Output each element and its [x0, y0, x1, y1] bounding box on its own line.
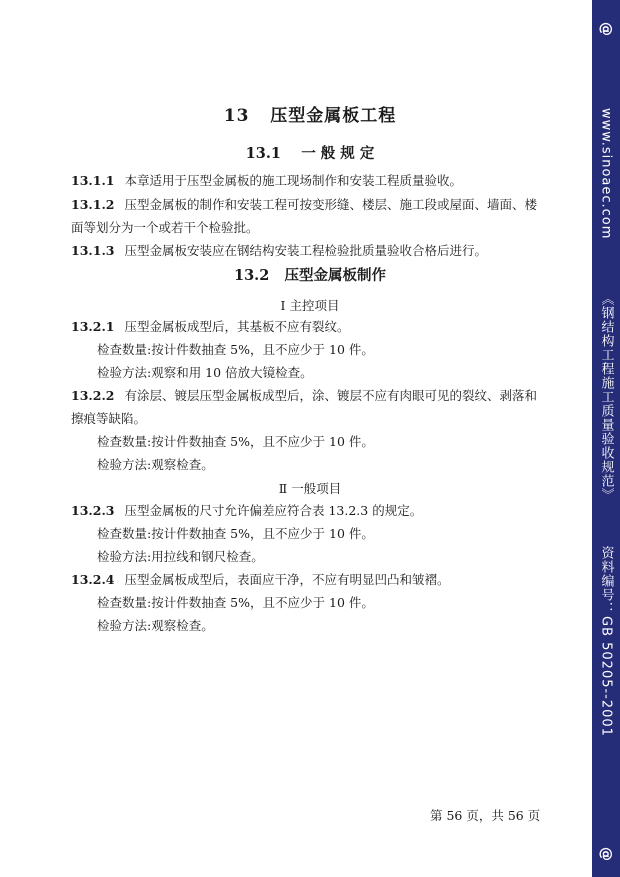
- check-quantity: 检查数量:按计件数抽查 5%，且不应少于 10 件。: [97, 342, 374, 357]
- check-quantity: 检查数量:按计件数抽查 5%，且不应少于 10 件。: [97, 526, 374, 541]
- clause-13-2-2: [71, 387, 551, 404]
- sidebar-banner: [592, 0, 620, 877]
- section-13-1-title: [0, 142, 620, 163]
- clause-number: 13.2.3: [71, 503, 115, 518]
- clause-text: 擦痕等缺陷。: [71, 411, 147, 426]
- clause-number: 13.2.2: [71, 388, 115, 403]
- check-method: 检验方法:观察和用 10 倍放大镜检查。: [97, 365, 313, 380]
- clause-13-2-2-cont: [71, 410, 551, 427]
- clause-13-2-4: [71, 571, 551, 588]
- main-items-heading: Ⅰ 主控项目: [280, 298, 340, 313]
- clause-13-1-2-cont: [71, 219, 551, 236]
- section-13-2-title: [0, 264, 620, 285]
- website-link[interactable]: www.sinoaec.com: [598, 108, 614, 240]
- clause-text: 面等划分为一个或若干个检验批。: [71, 220, 259, 235]
- check-method: 检验方法:观察检查。: [97, 457, 214, 472]
- check-quantity: 检查数量:按计件数抽查 5%，且不应少于 10 件。: [97, 595, 374, 610]
- clause-text: 本章适用于压型金属板的施工现场制作和安装工程质量验收。: [124, 173, 463, 188]
- clause-number: 13.1.1: [71, 173, 115, 188]
- document-code: 资料编号：GB 50205--2001: [598, 546, 614, 737]
- at-symbol-bottom: @: [598, 847, 614, 861]
- section-title-text: 压型金属板制作: [284, 267, 386, 284]
- check-method: 检验方法:用拉线和钢尺检查。: [97, 549, 264, 564]
- clause-text: 有涂层、镀层压型金属板成型后，涂、镀层不应有肉眼可见的裂纹、剥落和: [124, 388, 538, 403]
- page-number: 第 56 页，共 56 页: [430, 808, 541, 823]
- clause-13-1-1: [71, 172, 551, 189]
- section-title-text: 一 般 规 定: [301, 145, 375, 162]
- check-method: 检验方法:观察检查。: [97, 618, 214, 633]
- section-number: 13.2: [234, 267, 270, 284]
- clause-number: 13.2.1: [71, 319, 115, 334]
- clause-13-2-1: [71, 318, 551, 335]
- document-name: 《钢结构工程施工质量验收规范》: [598, 292, 614, 502]
- clause-13-2-3: [71, 502, 551, 519]
- clause-number: 13.2.4: [71, 572, 115, 587]
- at-symbol-top: @: [598, 22, 614, 36]
- section-number: 13.1: [245, 145, 281, 162]
- clause-13-1-3: [71, 242, 551, 259]
- clause-text: 压型金属板的制作和安装工程可按变形缝、楼层、施工段或屋面、墙面、楼: [124, 197, 538, 212]
- clause-number: 13.1.3: [71, 243, 115, 258]
- chapter-title: [0, 101, 620, 126]
- clause-text: 压型金属板成型后，表面应干净，不应有明显凹凸和皱褶。: [124, 572, 450, 587]
- general-items-heading: Ⅱ 一般项目: [278, 481, 342, 496]
- chapter-title-text: 压型金属板工程: [270, 106, 397, 126]
- clause-text: 压型金属板成型后，其基板不应有裂纹。: [124, 319, 350, 334]
- clause-text: 压型金属板的尺寸允许偏差应符合表 13.2.3 的规定。: [124, 503, 423, 518]
- check-quantity: 检查数量:按计件数抽查 5%，且不应少于 10 件。: [97, 434, 374, 449]
- clause-text: 压型金属板安装应在钢结构安装工程检验批质量验收合格后进行。: [124, 243, 488, 258]
- chapter-number: 13: [223, 106, 250, 126]
- clause-number: 13.1.2: [71, 197, 115, 212]
- clause-13-1-2: [71, 196, 551, 213]
